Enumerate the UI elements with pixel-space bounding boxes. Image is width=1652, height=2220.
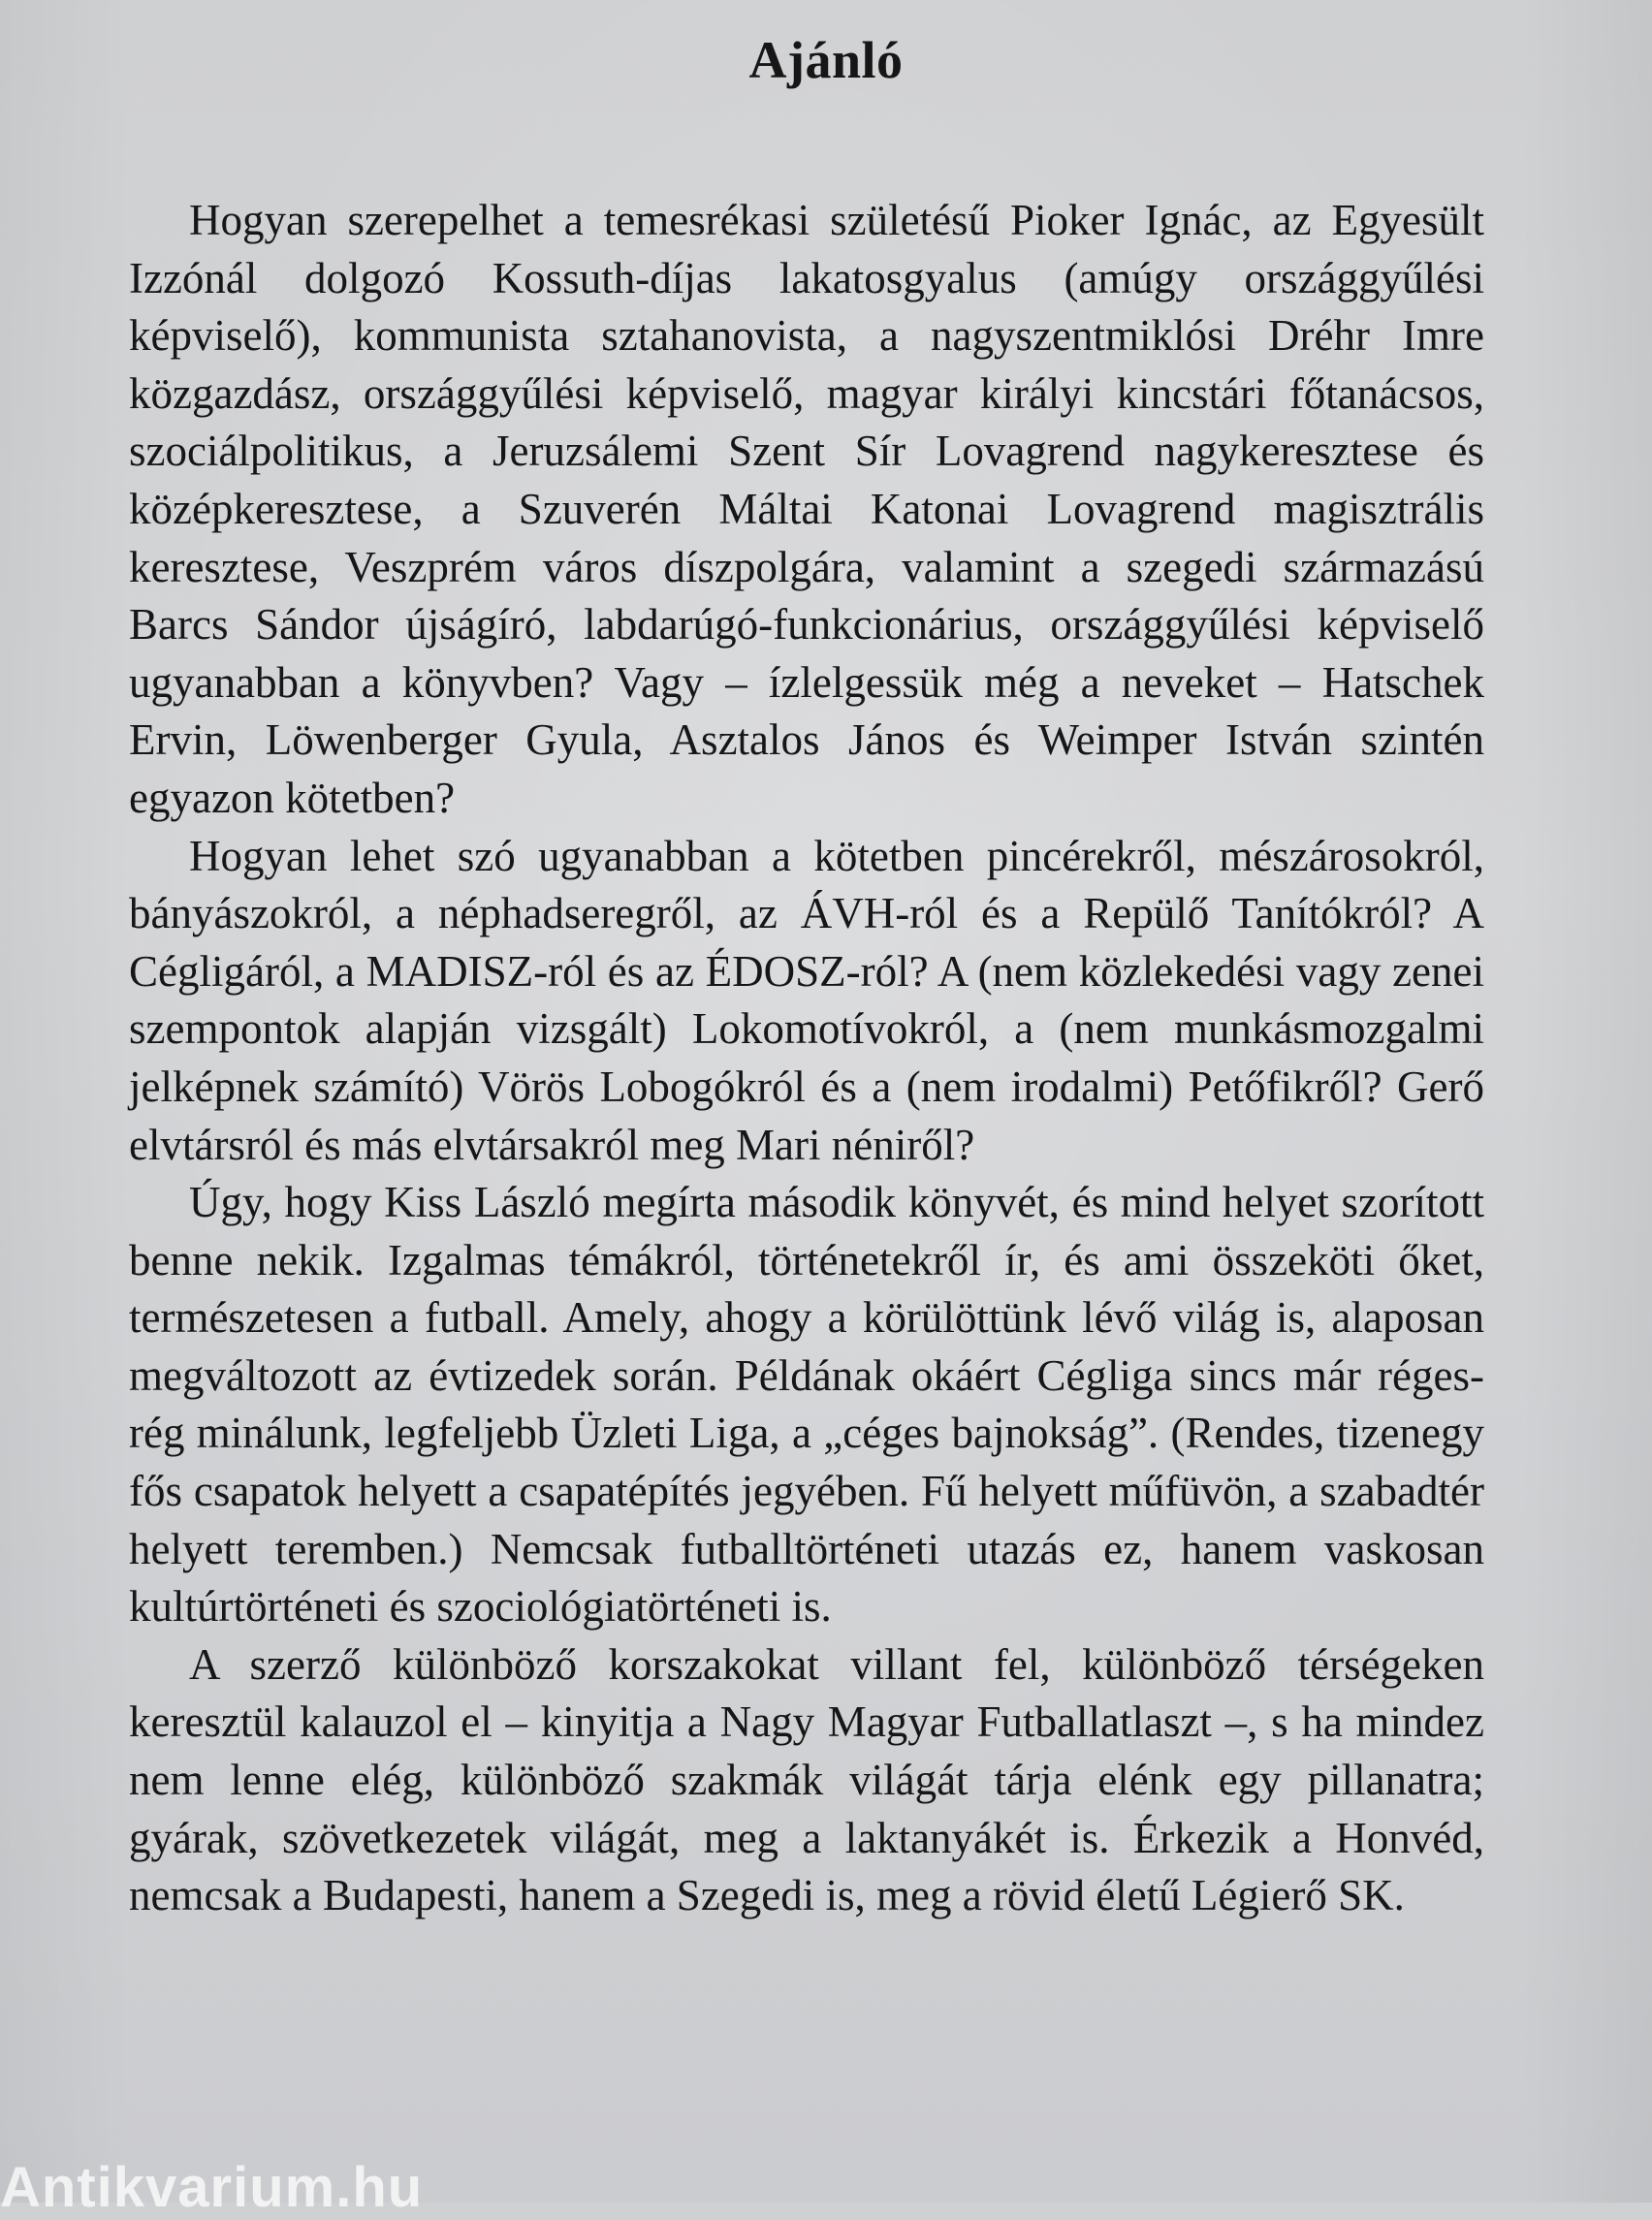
- paragraph-1: Hogyan szerepelhet a temesrékasi születésű Pioker Ignác, az Egyesült Izzónál dolgozó Kossuth-díjas lakatosgyalus (amúgy országgyűlési képviselő), kommunista sztahanovista, a nagyszentmiklósi Dréhr Imre közgazdász, országgyűlési képviselő, magyar királyi kincstári főtanácsos, szociálpolitikus, a Jeruzsálemi Szent Sír Lovagrend nagykeresztese és középkeresztese, a Szuverén Máltai Katonai Lovagrend magisztrális keresztese, Veszprém város díszpolgára, valamint a szegedi származású Barcs Sándor újságíró, labdarúgó-funkcionárius, országgyűlési képviselő ugyanabban a könyvben? Vagy – ízlelgessük még a neveket – Hatschek Ervin, Löwenberger Gyula, Asztalos János és Weimper István szintén egyazon kötetben?: [129, 196, 1484, 822]
- paragraph-3: Úgy, hogy Kiss László megírta második könyvét, és mind helyet szorított benne nekik. Izgalmas témákról, történetekről ír, és ami összeköti őket, természetesen a futball. Amely, ahogy a körülöttünk lévő világ is, alaposan megváltozott az évtizedek során. Példának okáért Cégliga sincs már réges-rég minálunk, legfeljebb Üzleti Liga, a „céges bajnokság”. (Rendes, tizenegy fős csapatok helyett a csapatépítés jegyében. Fű helyett műfüvön, a szabadtér helyett teremben.) Nemcsak futballtörténeti utazás ez, hanem vaskosan kultúrtörténeti és szociológiatörténeti is.: [129, 1178, 1484, 1632]
- body-text: [129, 192, 1484, 1925]
- paragraph-2: Hogyan lehet szó ugyanabban a kötetben pincérekről, mészárosokról, bányászokról, a néphadseregről, az ÁVH-ról és a Repülő Tanítókról? A Cégligáról, a MADISZ-ról és az ÉDOSZ-ról? A (nem közlekedési vagy zenei szempontok alapján vizsgált) Lokomotívokról, a (nem munkásmozgalmi jelképnek számító) Vörös Lobogókról és a (nem irodalmi) Petőfikről? Gerő elvtársról és más elvtársakról meg Mari néniről?: [129, 831, 1484, 1169]
- paragraph-4: A szerző különböző korszakokat villant fel, különböző térségeken keresztül kalauzol el – kinyitja a Nagy Magyar Futballatlaszt –, s ha mindez nem lenne elég, különböző szakmák világát tárja elénk egy pillanatra; gyárak, szövetkezetek világát, meg a laktanyákét is. Érkezik a Honvéd, nemcsak a Budapesti, hanem a Szegedi is, meg a rövid életű Légierő SK.: [129, 1639, 1484, 1920]
- watermark: Antikvarium.hu: [0, 2156, 424, 2219]
- page-title: Ajánló: [748, 31, 904, 89]
